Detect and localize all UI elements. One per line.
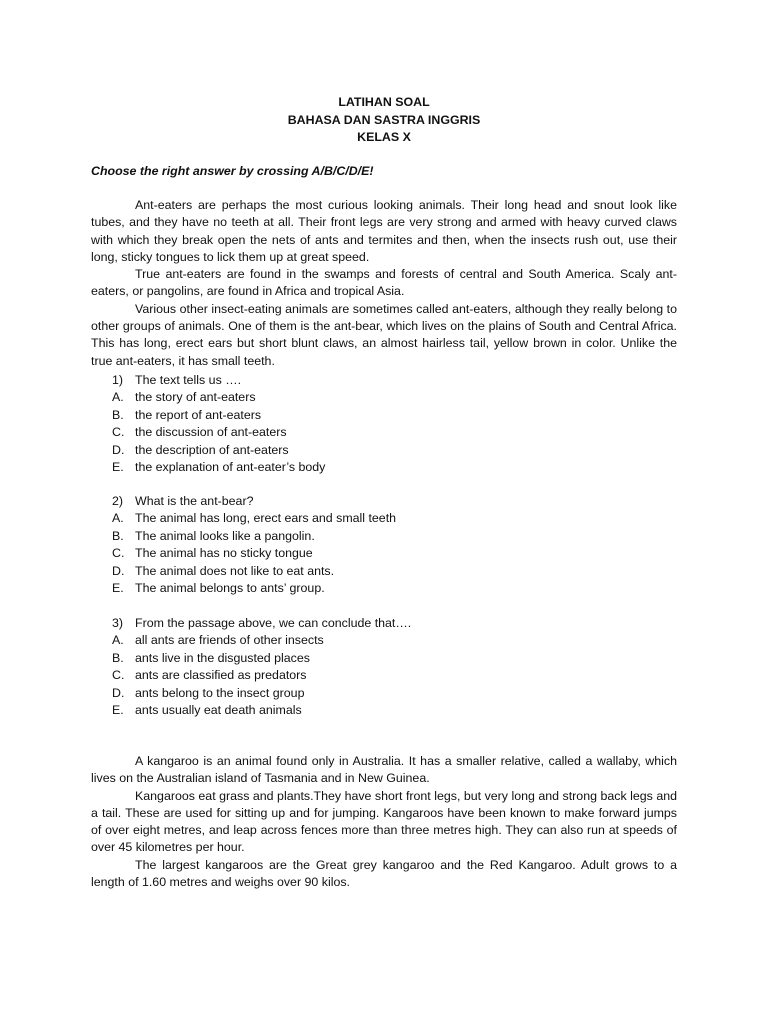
answer-option[interactable] [91,407,677,424]
option-letter: B. [112,650,124,665]
passage-paragraph: A kangaroo is an animal found only in Australia. It has a smaller relative, called a wallaby, which lives on the Australian island of Tasmania and in New Guinea. [91,754,677,786]
option-letter: E. [112,702,124,717]
answer-option[interactable] [91,667,677,684]
question-number: 2) [112,494,124,508]
answer-option[interactable] [91,563,677,580]
passage-paragraph: The largest kangaroos are the Great grey kangaroo and the Red Kangaroo. Adult grows to a length of 1.60 metres and weighs over 90 kilos. [91,857,677,890]
passage-paragraph: True ant-eaters are found in the swamps and forests of central and South America. Scaly ant-eaters, or pangolins, are found in Africa and tropical Asia. [91,267,677,299]
option-text: the discussion of ant-eaters [135,425,287,440]
option-text: The animal looks like a pangolin. [135,528,315,543]
option-letter: A. [112,511,124,526]
option-text: the story of ant-eaters [135,390,256,405]
passage-paragraph: Various other insect-eating animals are sometimes called ant-eaters, although they really belong to other groups of animals. One of them is the ant-bear, which lives on the plains of South and Central Africa. This has long, erect ears but short blunt claws, an almost hairless tail, yellow brown in color. Unlike the true ant-eaters, it has small teeth. [91,301,677,368]
option-letter: B. [112,528,124,543]
option-text: ants are classified as predators [135,668,307,683]
option-text: The animal belongs to ants’ group. [135,580,325,595]
passage-anteaters [91,197,677,370]
option-letter: A. [112,390,124,405]
option-text: The animal has no sticky tongue [135,546,313,561]
option-text: The animal does not like to eat ants. [135,563,335,578]
answer-option[interactable] [91,459,677,476]
answer-option[interactable] [91,632,677,649]
question-stem [91,493,677,510]
header-class: KELAS X [357,130,411,144]
answer-option[interactable] [91,685,677,702]
option-text: ants usually eat death animals [135,702,302,717]
question-stem [91,372,677,389]
option-text: all ants are friends of other insects [135,633,324,648]
question-2 [91,493,677,597]
option-letter: E. [112,580,124,595]
answer-option[interactable] [91,424,677,441]
option-text: ants belong to the insect group [135,685,305,700]
question-text: From the passage above, we can conclude that…. [135,616,412,630]
question-1 [91,372,677,476]
option-letter: B. [112,407,124,422]
option-letter: C. [112,546,125,561]
option-text: the report of ant-eaters [135,407,262,422]
option-text: the explanation of ant-eater’s body [135,459,326,474]
passage-paragraph: Ant-eaters are perhaps the most curious looking animals. Their long head and snout look like tubes, and they have no teeth at all. Their front legs are very strong and armed with heavy curved claws with which they break open the nets of ants and termites and then, when the insects rush out, use their long, sticky tongues to lick them up at great speed. [91,198,677,264]
option-letter: D. [112,685,125,700]
answer-option[interactable] [91,650,677,667]
answer-option[interactable] [91,545,677,562]
passage-kangaroo [91,753,677,891]
header-subject: BAHASA DAN SASTRA INGGRIS [287,112,481,127]
answer-option[interactable] [91,510,677,527]
question-text: What is the ant-bear? [135,494,254,508]
option-text: ants live in the disgusted places [135,650,310,665]
answer-option[interactable] [91,580,677,597]
answer-option[interactable] [91,528,677,545]
instruction-text: Choose the right answer by crossing A/B/C/D/E! [91,164,374,178]
question-text: The text tells us …. [135,373,242,387]
option-letter: C. [112,668,125,683]
option-letter: A. [112,633,124,648]
passage-paragraph: Kangaroos eat grass and plants.They have short front legs, but very long and strong back legs and a tail. These are used for sitting up and for jumping. Kangaroos have been known to make forward jumps of over eight metres, and leap across fences more than three metres high. They can also run at speeds of over 45 kilometres per hour. [91,788,677,855]
question-number: 3) [112,616,124,630]
question-number: 1) [112,373,124,387]
option-letter: C. [112,425,125,440]
option-text: the description of ant-eaters [135,442,289,457]
option-letter: D. [112,442,125,457]
question-stem [91,615,677,632]
answer-option[interactable] [91,442,677,459]
answer-option[interactable] [91,389,677,406]
question-3 [91,615,677,719]
document-header [0,94,768,147]
header-title: LATIHAN SOAL [338,95,430,109]
option-letter: E. [112,459,124,474]
answer-option[interactable] [91,702,677,719]
option-text: The animal has long, erect ears and small teeth [135,511,397,526]
option-letter: D. [112,563,125,578]
